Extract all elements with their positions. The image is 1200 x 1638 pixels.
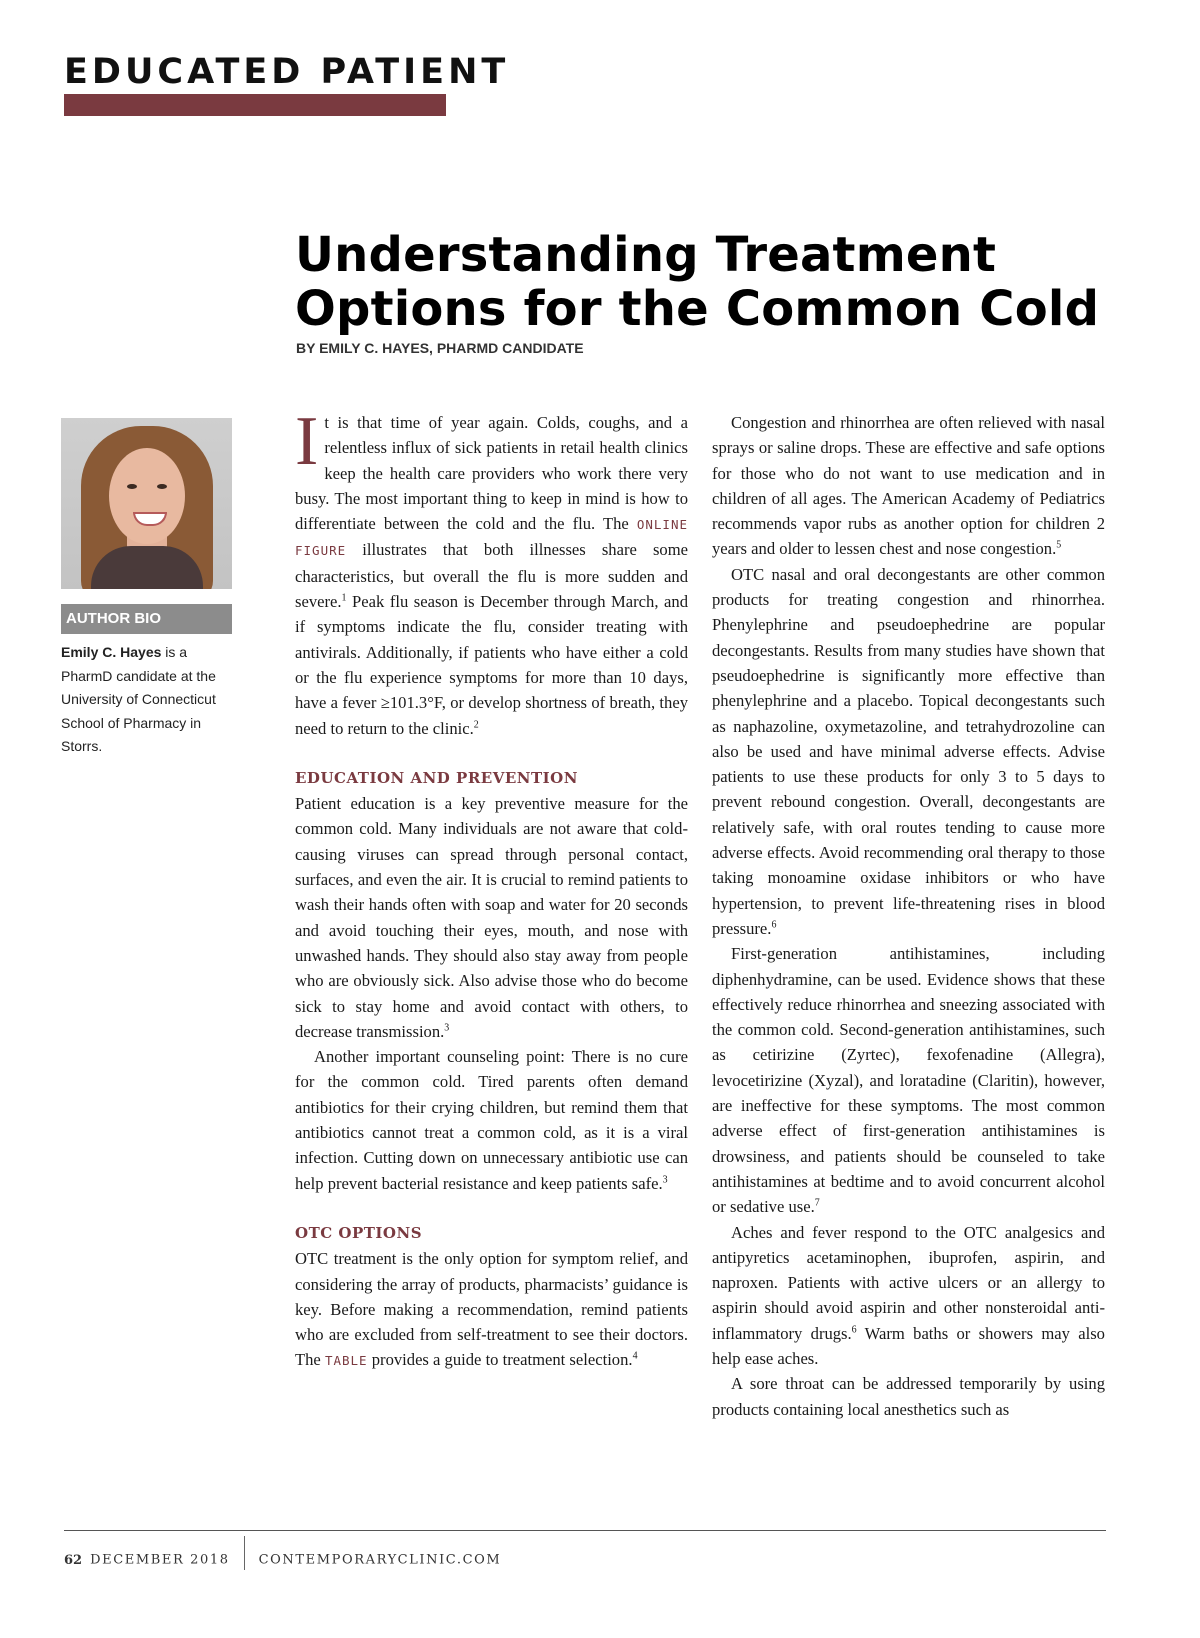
paragraph-text: Congestion and rhinorrhea are often relieved with nasal sprays or saline drops. These are effective and safe options for those who do not want to use medication and in children of all ages. The American Academy of Pediatrics recommends vapor rubs as another option for children 2 years and older to lessen chest and nose congestion. xyxy=(712,413,1105,559)
footer xyxy=(64,1550,501,1570)
paragraph xyxy=(295,791,688,1044)
reference-marker: 3 xyxy=(662,1174,668,1186)
paragraph xyxy=(295,1044,688,1196)
reference-marker: 3 xyxy=(444,1022,450,1034)
author-bio-heading: AUTHOR BIO xyxy=(61,604,232,634)
paragraph-text: First-generation antihistamines, including diphenhydramine, can be used. Evidence shows that these effectively reduce rhinorrhea and sneezing associated with the common cold. Second-generation antihistamines, such as cetirizine (Zyrtec), fexofenadine (Allegra), levocetirizine (Xyzal), and loratadine (Claritin), however, are ineffective for these symptoms. The most common adverse effect of first-generation antihistamines is drowsiness, and patients should be counseled to take antihistamines at bedtime and to avoid concurrent alcohol or sedative use. xyxy=(712,944,1105,1217)
article-byline: BY EMILY C. HAYES, PHARMD CANDIDATE xyxy=(296,340,584,356)
online-figure-link[interactable]: ONLINE FIGURE xyxy=(295,517,688,559)
paragraph-text: A sore throat can be addressed temporarily by using products containing local anesthetics such as xyxy=(712,1374,1105,1419)
author-photo xyxy=(61,418,232,589)
reference-marker: 7 xyxy=(814,1197,820,1209)
footer-separator xyxy=(244,1536,245,1570)
reference-marker: 2 xyxy=(473,719,479,731)
paragraph xyxy=(712,1220,1105,1372)
heading-education-prevention: EDUCATION AND PREVENTION xyxy=(295,768,578,787)
reference-marker: 1 xyxy=(341,592,347,604)
paragraph-text: OTC treatment is the only option for symptom relief, and considering the array of products, pharmacists’ guidance is key. Before making a recommendation, remind patients who are excluded from self-treatment to see their doctors. The xyxy=(295,1249,688,1370)
reference-marker: 5 xyxy=(1056,539,1062,551)
paragraph-text: Aches and fever respond to the OTC analgesics and antipyretics acetaminophen, ibuprofen, aspirin, and naproxen. Patients with active ulcers or an allergy to aspirin should avoid aspirin and other nonsteroidal anti-inflammatory drugs. xyxy=(712,1222,1105,1343)
page-number: 62 xyxy=(64,1552,83,1568)
body-column-2 xyxy=(712,410,1105,1422)
author-name: Emily C. Hayes xyxy=(61,644,162,660)
intro-text-3: Peak flu season is December through March, and if symptoms indicate the flu, consider treating with antivirals. Additionally, if patients who have either a cold or the flu experience symptoms for more than 10 days, have a fever ≥101.3°F, or develop shortness of breath, they need to return to the clinic. xyxy=(295,592,688,738)
section-label: EDUCATED PATIENT xyxy=(64,52,510,92)
paragraph xyxy=(712,1371,1105,1422)
intro-paragraph xyxy=(295,403,688,741)
paragraph xyxy=(295,1246,688,1373)
intro-text: t is that time of year again. Colds, coughs, and a relentless influx of sick patients in retail health clinics keep the health care providers who work there very busy. The most important thing to keep in mind is how to differentiate between the cold and the flu. The xyxy=(295,413,688,534)
author-bio-description: is a PharmD candidate at the University of Connecticut School of Pharmacy in Storrs. xyxy=(61,644,216,754)
body-column-1 xyxy=(295,403,688,1374)
paragraph xyxy=(712,941,1105,1219)
section-bar xyxy=(64,94,446,116)
article-title: Understanding Treatment Options for the Common Cold xyxy=(295,227,1100,337)
reference-marker: 6 xyxy=(771,919,777,931)
heading-otc-options: OTC OPTIONS xyxy=(295,1223,423,1242)
paragraph xyxy=(712,410,1105,562)
paragraph-text: Another important counseling point: There is no cure for the common cold. Tired parents often demand antibiotics for their crying children, but remind them that antibiotics cannot treat a common cold, as it is a viral infection. Cutting down on unnecessary antibiotic use can help prevent bacterial resistance and keep patients safe. xyxy=(295,1047,688,1193)
author-bio-text xyxy=(61,641,237,759)
reference-marker: 6 xyxy=(851,1324,857,1336)
issue-date: DECEMBER 2018 xyxy=(90,1552,230,1568)
drop-cap: I xyxy=(295,403,319,480)
table-link[interactable]: TABLE xyxy=(324,1353,368,1369)
footer-rule xyxy=(64,1530,1106,1531)
paragraph-text: provides a guide to treatment selection. xyxy=(367,1350,633,1370)
intro-text-2: illustrates that both illnesses share some characteristics, but overall the flu is more sudden and severe. xyxy=(295,540,688,612)
paragraph-text: Patient education is a key preventive measure for the common cold. Many individuals are not aware that cold-causing viruses can spread through personal contact, surfaces, and even the air. It is crucial to remind patients to wash their hands often with soap and water for 20 seconds and avoid touching their eyes, mouth, and nose with unwashed hands. They should also stay away from people who are obviously sick. Also advise those who do become sick to stay home and avoid contact with others, to decrease transmission. xyxy=(295,794,688,1041)
reference-marker: 4 xyxy=(632,1350,638,1362)
paragraph-text: OTC nasal and oral decongestants are other common products for treating congestion and rhinorrhea. Phenylephrine and pseudoephedrine are popular decongestants. Results from many studies have shown that pseudoephedrine is significantly more effective than phenylephrine and a placebo. Topical decongestants such as naphazoline, oxymetazoline, and tetrahydrozoline can also be used and have minimal adverse effects. Advise patients to use these products for only 3 to 5 days to prevent rebound congestion. Overall, decongestants are relatively safe, with oral routes tending to cause more adverse effects. Avoid recommending oral therapy to those taking monoamine oxidase inhibitors or who have hypertension, to prevent life-threatening rises in blood pressure. xyxy=(712,564,1105,938)
paragraph-text: Warm baths or showers may also help ease aches. xyxy=(712,1323,1105,1368)
website-link[interactable]: CONTEMPORARYCLINIC.COM xyxy=(258,1552,502,1568)
paragraph xyxy=(712,562,1105,941)
